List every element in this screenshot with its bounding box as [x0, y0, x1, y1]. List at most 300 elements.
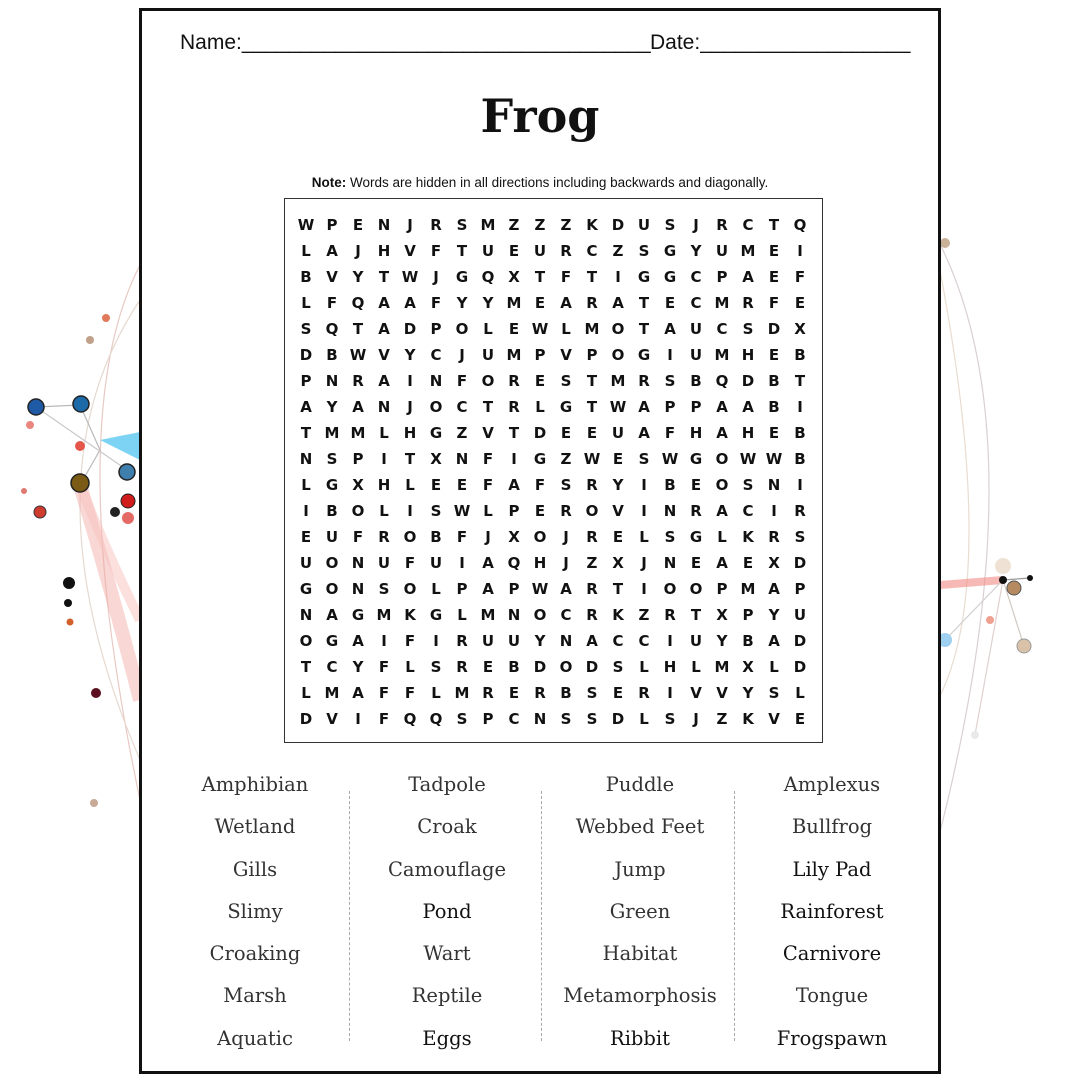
grid-letter[interactable]: K — [586, 216, 598, 234]
grid-letter[interactable]: M — [350, 424, 366, 442]
grid-letter[interactable]: Q — [429, 710, 443, 728]
grid-letter[interactable]: A — [352, 684, 364, 702]
grid-letter[interactable]: H — [741, 424, 755, 442]
grid-letter[interactable]: G — [429, 424, 443, 442]
grid-letter[interactable]: Q — [793, 216, 807, 234]
grid-letter[interactable]: R — [638, 372, 650, 390]
grid-letter[interactable]: R — [794, 502, 806, 520]
grid-letter[interactable]: G — [325, 632, 339, 650]
grid-letter[interactable]: A — [612, 294, 624, 312]
grid-letter[interactable]: F — [430, 294, 442, 312]
grid-letter[interactable]: E — [768, 424, 780, 442]
grid-letter[interactable]: D — [767, 320, 781, 338]
grid-letter[interactable]: L — [405, 658, 415, 676]
grid-letter[interactable]: S — [560, 476, 572, 494]
grid-letter[interactable]: L — [535, 398, 545, 416]
grid-letter[interactable]: L — [795, 684, 805, 702]
grid-letter[interactable]: P — [326, 216, 338, 234]
grid-letter[interactable]: T — [586, 268, 598, 286]
grid-letter[interactable]: T — [482, 398, 494, 416]
grid-letter[interactable]: I — [459, 554, 465, 572]
grid-letter[interactable]: I — [667, 632, 673, 650]
grid-letter[interactable]: S — [430, 658, 442, 676]
grid-letter[interactable]: E — [612, 450, 624, 468]
grid-letter[interactable]: M — [714, 294, 730, 312]
grid-letter[interactable]: Q — [715, 372, 729, 390]
grid-letter[interactable]: W — [609, 398, 627, 416]
grid-letter[interactable]: I — [667, 684, 673, 702]
grid-letter[interactable]: A — [352, 398, 364, 416]
grid-letter[interactable]: I — [355, 710, 361, 728]
grid-letter[interactable]: A — [560, 580, 572, 598]
grid-letter[interactable]: W — [297, 216, 315, 234]
grid-letter[interactable]: F — [768, 294, 780, 312]
grid-letter[interactable]: W — [453, 502, 471, 520]
grid-letter[interactable]: D — [533, 658, 547, 676]
grid-letter[interactable]: X — [716, 606, 728, 624]
grid-letter[interactable]: R — [560, 502, 572, 520]
grid-letter[interactable]: R — [352, 372, 364, 390]
grid-letter[interactable]: A — [638, 398, 650, 416]
grid-letter[interactable]: L — [379, 502, 389, 520]
grid-letter[interactable]: Z — [508, 216, 520, 234]
grid-letter[interactable]: S — [742, 320, 754, 338]
grid-letter[interactable]: S — [560, 710, 572, 728]
grid-letter[interactable]: U — [689, 632, 703, 650]
grid-letter[interactable]: D — [611, 710, 625, 728]
grid-letter[interactable]: D — [403, 320, 417, 338]
grid-letter[interactable]: P — [586, 346, 598, 364]
grid-letter[interactable]: Y — [352, 268, 364, 286]
grid-letter[interactable]: W — [531, 320, 549, 338]
grid-letter[interactable]: O — [403, 528, 417, 546]
grid-letter[interactable]: G — [689, 450, 703, 468]
grid-letter[interactable]: A — [378, 372, 390, 390]
grid-letter[interactable]: G — [533, 450, 547, 468]
grid-letter[interactable]: C — [560, 606, 572, 624]
grid-letter[interactable]: S — [742, 476, 754, 494]
grid-letter[interactable]: I — [797, 242, 803, 260]
grid-letter[interactable]: E — [508, 320, 520, 338]
grid-letter[interactable]: A — [768, 632, 780, 650]
grid-letter[interactable]: L — [379, 424, 389, 442]
grid-letter[interactable]: I — [303, 502, 309, 520]
grid-letter[interactable]: E — [508, 684, 520, 702]
grid-letter[interactable]: L — [717, 528, 727, 546]
grid-letter[interactable]: S — [664, 528, 676, 546]
grid-letter[interactable]: J — [407, 216, 413, 234]
grid-letter[interactable]: N — [533, 710, 547, 728]
grid-letter[interactable]: M — [324, 684, 340, 702]
grid-letter[interactable]: N — [559, 632, 573, 650]
grid-letter[interactable]: G — [299, 580, 313, 598]
grid-letter[interactable]: L — [639, 528, 649, 546]
grid-letter[interactable]: J — [563, 554, 569, 572]
grid-letter[interactable]: X — [352, 476, 364, 494]
grid-letter[interactable]: D — [793, 632, 807, 650]
grid-letter[interactable]: D — [299, 346, 313, 364]
grid-letter[interactable]: D — [611, 216, 625, 234]
grid-letter[interactable]: F — [378, 684, 390, 702]
grid-letter[interactable]: S — [456, 710, 468, 728]
grid-letter[interactable]: Z — [560, 216, 572, 234]
grid-letter[interactable]: X — [508, 528, 520, 546]
grid-letter[interactable]: L — [639, 658, 649, 676]
grid-letter[interactable]: M — [584, 320, 600, 338]
grid-letter[interactable]: B — [742, 632, 754, 650]
grid-letter[interactable]: F — [456, 528, 468, 546]
grid-letter[interactable]: R — [716, 216, 728, 234]
grid-letter[interactable]: R — [586, 476, 598, 494]
grid-letter[interactable]: L — [301, 684, 311, 702]
grid-letter[interactable]: G — [325, 476, 339, 494]
grid-letter[interactable]: T — [508, 424, 520, 442]
grid-letter[interactable]: N — [351, 554, 365, 572]
grid-letter[interactable]: Q — [507, 554, 521, 572]
grid-letter[interactable]: Z — [612, 242, 624, 260]
grid-letter[interactable]: E — [534, 294, 546, 312]
grid-letter[interactable]: E — [612, 684, 624, 702]
grid-letter[interactable]: S — [430, 502, 442, 520]
grid-letter[interactable]: Y — [326, 398, 338, 416]
grid-letter[interactable]: G — [559, 398, 573, 416]
grid-letter[interactable]: I — [797, 398, 803, 416]
grid-letter[interactable]: E — [794, 710, 806, 728]
grid-letter[interactable]: V — [326, 268, 338, 286]
grid-letter[interactable]: T — [612, 580, 624, 598]
grid-letter[interactable]: D — [793, 658, 807, 676]
grid-letter[interactable]: L — [483, 502, 493, 520]
grid-letter[interactable]: U — [507, 632, 521, 650]
grid-letter[interactable]: C — [690, 294, 702, 312]
grid-letter[interactable]: S — [794, 528, 806, 546]
grid-letter[interactable]: O — [611, 320, 625, 338]
grid-letter[interactable]: A — [664, 320, 676, 338]
grid-letter[interactable]: F — [430, 242, 442, 260]
grid-letter[interactable]: J — [407, 398, 413, 416]
grid-letter[interactable]: T — [768, 216, 780, 234]
grid-letter[interactable]: I — [641, 476, 647, 494]
grid-letter[interactable]: J — [693, 710, 699, 728]
grid-letter[interactable]: V — [560, 346, 572, 364]
grid-letter[interactable]: R — [560, 242, 572, 260]
grid-letter[interactable]: C — [456, 398, 468, 416]
grid-letter[interactable]: X — [612, 554, 624, 572]
grid-letter[interactable]: E — [482, 658, 494, 676]
grid-letter[interactable]: A — [482, 554, 494, 572]
grid-letter[interactable]: S — [586, 684, 598, 702]
grid-letter[interactable]: P — [716, 268, 728, 286]
grid-letter[interactable]: S — [768, 684, 780, 702]
grid-letter[interactable]: A — [482, 580, 494, 598]
grid-letter[interactable]: A — [716, 398, 728, 416]
grid-letter[interactable]: P — [664, 398, 676, 416]
grid-letter[interactable]: U — [325, 528, 339, 546]
grid-letter[interactable]: F — [326, 294, 338, 312]
grid-letter[interactable]: P — [742, 606, 754, 624]
grid-letter[interactable]: O — [715, 476, 729, 494]
grid-letter[interactable]: S — [300, 320, 312, 338]
grid-letter[interactable]: R — [456, 658, 468, 676]
grid-letter[interactable]: C — [716, 320, 728, 338]
grid-letter[interactable]: R — [742, 294, 754, 312]
grid-letter[interactable]: G — [663, 242, 677, 260]
grid-letter[interactable]: Y — [742, 684, 754, 702]
grid-letter[interactable]: H — [741, 346, 755, 364]
grid-letter[interactable]: H — [689, 424, 703, 442]
grid-letter[interactable]: L — [561, 320, 571, 338]
grid-letter[interactable]: T — [586, 372, 598, 390]
grid-letter[interactable]: A — [326, 606, 338, 624]
grid-letter[interactable]: K — [742, 710, 754, 728]
grid-letter[interactable]: U — [429, 554, 443, 572]
grid-letter[interactable]: O — [325, 554, 339, 572]
grid-letter[interactable]: Y — [690, 242, 702, 260]
grid-letter[interactable]: R — [378, 528, 390, 546]
grid-letter[interactable]: V — [404, 242, 416, 260]
grid-letter[interactable]: U — [793, 606, 807, 624]
grid-letter[interactable]: M — [376, 606, 392, 624]
grid-letter[interactable]: U — [481, 632, 495, 650]
grid-letter[interactable]: P — [534, 346, 546, 364]
grid-letter[interactable]: F — [482, 476, 494, 494]
grid-letter[interactable]: O — [481, 372, 495, 390]
grid-letter[interactable]: F — [404, 684, 416, 702]
grid-letter[interactable]: B — [326, 502, 338, 520]
grid-letter[interactable]: L — [431, 684, 441, 702]
grid-letter[interactable]: M — [714, 658, 730, 676]
grid-letter[interactable]: I — [407, 372, 413, 390]
grid-letter[interactable]: G — [429, 606, 443, 624]
grid-letter[interactable]: S — [456, 216, 468, 234]
grid-letter[interactable]: T — [300, 658, 312, 676]
grid-letter[interactable]: U — [481, 242, 495, 260]
grid-letter[interactable]: A — [378, 320, 390, 338]
grid-letter[interactable]: I — [407, 502, 413, 520]
grid-letter[interactable]: A — [352, 632, 364, 650]
grid-letter[interactable]: R — [690, 502, 702, 520]
grid-letter[interactable]: V — [768, 710, 780, 728]
grid-letter[interactable]: Q — [403, 710, 417, 728]
grid-letter[interactable]: M — [454, 684, 470, 702]
grid-letter[interactable]: V — [690, 684, 702, 702]
grid-letter[interactable]: S — [664, 710, 676, 728]
grid-letter[interactable]: T — [794, 372, 806, 390]
grid-letter[interactable]: M — [740, 580, 756, 598]
grid-letter[interactable]: U — [533, 242, 547, 260]
grid-letter[interactable]: V — [326, 710, 338, 728]
grid-letter[interactable]: X — [768, 554, 780, 572]
date-field[interactable]: Date:__________________ — [650, 31, 911, 54]
grid-letter[interactable]: S — [664, 372, 676, 390]
grid-letter[interactable]: E — [690, 554, 702, 572]
grid-letter[interactable]: E — [300, 528, 312, 546]
grid-letter[interactable]: F — [560, 268, 572, 286]
grid-letter[interactable]: Z — [560, 450, 572, 468]
grid-letter[interactable]: N — [663, 554, 677, 572]
grid-letter[interactable]: M — [610, 372, 626, 390]
grid-letter[interactable]: A — [326, 242, 338, 260]
grid-letter[interactable]: F — [404, 632, 416, 650]
grid-letter[interactable]: N — [507, 606, 521, 624]
grid-letter[interactable]: A — [560, 294, 572, 312]
grid-letter[interactable]: P — [794, 580, 806, 598]
grid-letter[interactable]: A — [716, 554, 728, 572]
grid-letter[interactable]: U — [611, 424, 625, 442]
grid-letter[interactable]: P — [690, 398, 702, 416]
grid-letter[interactable]: P — [352, 450, 364, 468]
grid-letter[interactable]: L — [405, 476, 415, 494]
grid-letter[interactable]: Y — [612, 476, 624, 494]
grid-letter[interactable]: T — [690, 606, 702, 624]
grid-letter[interactable]: H — [663, 658, 677, 676]
grid-letter[interactable]: K — [404, 606, 416, 624]
grid-letter[interactable]: Y — [768, 606, 780, 624]
grid-letter[interactable]: H — [377, 476, 391, 494]
grid-letter[interactable]: E — [768, 242, 780, 260]
grid-letter[interactable]: I — [667, 346, 673, 364]
grid-letter[interactable]: O — [663, 580, 677, 598]
grid-letter[interactable]: L — [769, 658, 779, 676]
grid-letter[interactable]: R — [482, 684, 494, 702]
grid-letter[interactable]: S — [326, 450, 338, 468]
grid-letter[interactable]: J — [485, 528, 491, 546]
grid-letter[interactable]: H — [377, 242, 391, 260]
grid-letter[interactable]: U — [299, 554, 313, 572]
grid-letter[interactable]: E — [586, 424, 598, 442]
grid-letter[interactable]: J — [355, 242, 361, 260]
grid-letter[interactable]: Q — [351, 294, 365, 312]
grid-letter[interactable]: O — [689, 580, 703, 598]
grid-letter[interactable]: R — [586, 528, 598, 546]
grid-letter[interactable]: B — [690, 372, 702, 390]
grid-letter[interactable]: R — [664, 606, 676, 624]
grid-letter[interactable]: X — [794, 320, 806, 338]
grid-letter[interactable]: P — [508, 502, 520, 520]
grid-letter[interactable]: P — [430, 320, 442, 338]
grid-letter[interactable]: Z — [456, 424, 468, 442]
grid-letter[interactable]: B — [508, 658, 520, 676]
grid-letter[interactable]: G — [455, 268, 469, 286]
grid-letter[interactable]: L — [301, 294, 311, 312]
grid-letter[interactable]: G — [689, 528, 703, 546]
grid-letter[interactable]: A — [716, 502, 728, 520]
grid-letter[interactable]: N — [663, 502, 677, 520]
grid-letter[interactable]: T — [404, 450, 416, 468]
grid-letter[interactable]: T — [638, 320, 650, 338]
grid-letter[interactable]: M — [324, 424, 340, 442]
grid-letter[interactable]: S — [560, 372, 572, 390]
grid-letter[interactable]: E — [690, 476, 702, 494]
grid-letter[interactable]: I — [641, 580, 647, 598]
grid-letter[interactable]: G — [637, 346, 651, 364]
grid-letter[interactable]: N — [351, 580, 365, 598]
grid-letter[interactable]: R — [534, 684, 546, 702]
grid-letter[interactable]: C — [612, 632, 624, 650]
grid-letter[interactable]: Y — [404, 346, 416, 364]
grid-letter[interactable]: R — [508, 398, 520, 416]
grid-letter[interactable]: E — [560, 424, 572, 442]
grid-letter[interactable]: W — [401, 268, 419, 286]
grid-letter[interactable]: F — [378, 658, 390, 676]
grid-letter[interactable]: J — [433, 268, 439, 286]
grid-letter[interactable]: F — [456, 372, 468, 390]
grid-letter[interactable]: B — [768, 372, 780, 390]
grid-letter[interactable]: D — [299, 710, 313, 728]
grid-letter[interactable]: C — [742, 216, 754, 234]
grid-letter[interactable]: T — [456, 242, 468, 260]
grid-letter[interactable]: S — [378, 580, 390, 598]
grid-letter[interactable]: Y — [482, 294, 494, 312]
grid-letter[interactable]: R — [508, 372, 520, 390]
grid-letter[interactable]: M — [740, 242, 756, 260]
grid-letter[interactable]: C — [690, 268, 702, 286]
grid-letter[interactable]: P — [716, 580, 728, 598]
grid-letter[interactable]: V — [378, 346, 390, 364]
grid-letter[interactable]: A — [716, 424, 728, 442]
grid-letter[interactable]: C — [508, 710, 520, 728]
grid-letter[interactable]: L — [431, 580, 441, 598]
grid-letter[interactable]: W — [765, 450, 783, 468]
grid-letter[interactable]: T — [586, 398, 598, 416]
grid-letter[interactable]: T — [638, 294, 650, 312]
grid-letter[interactable]: X — [742, 658, 754, 676]
grid-letter[interactable]: V — [482, 424, 494, 442]
grid-letter[interactable]: B — [794, 346, 806, 364]
grid-letter[interactable]: K — [742, 528, 754, 546]
grid-letter[interactable]: I — [433, 632, 439, 650]
grid-letter[interactable]: O — [715, 450, 729, 468]
grid-letter[interactable]: A — [404, 294, 416, 312]
grid-letter[interactable]: O — [533, 606, 547, 624]
grid-letter[interactable]: L — [483, 320, 493, 338]
grid-letter[interactable]: U — [637, 216, 651, 234]
grid-letter[interactable]: T — [534, 268, 546, 286]
grid-letter[interactable]: N — [377, 216, 391, 234]
grid-letter[interactable]: W — [739, 450, 757, 468]
grid-letter[interactable]: O — [325, 580, 339, 598]
grid-letter[interactable]: A — [638, 424, 650, 442]
grid-letter[interactable]: N — [455, 450, 469, 468]
grid-letter[interactable]: O — [585, 502, 599, 520]
grid-letter[interactable]: B — [768, 398, 780, 416]
grid-letter[interactable]: U — [481, 346, 495, 364]
grid-letter[interactable]: W — [349, 346, 367, 364]
grid-letter[interactable]: R — [430, 216, 442, 234]
grid-letter[interactable]: O — [455, 320, 469, 338]
grid-letter[interactable]: E — [508, 242, 520, 260]
grid-letter[interactable]: X — [430, 450, 442, 468]
grid-letter[interactable]: F — [378, 710, 390, 728]
grid-letter[interactable]: P — [482, 710, 494, 728]
grid-letter[interactable]: B — [430, 528, 442, 546]
grid-letter[interactable]: Z — [586, 554, 598, 572]
grid-letter[interactable]: M — [506, 294, 522, 312]
grid-letter[interactable]: S — [612, 658, 624, 676]
grid-letter[interactable]: H — [533, 554, 547, 572]
grid-letter[interactable]: S — [638, 242, 650, 260]
grid-letter[interactable]: F — [404, 554, 416, 572]
grid-letter[interactable]: R — [586, 294, 598, 312]
grid-letter[interactable]: E — [456, 476, 468, 494]
grid-letter[interactable]: C — [430, 346, 442, 364]
grid-letter[interactable]: W — [531, 580, 549, 598]
grid-letter[interactable]: I — [511, 450, 517, 468]
grid-letter[interactable]: N — [299, 606, 313, 624]
grid-letter[interactable]: O — [403, 580, 417, 598]
grid-letter[interactable]: U — [689, 320, 703, 338]
grid-letter[interactable]: I — [381, 450, 387, 468]
